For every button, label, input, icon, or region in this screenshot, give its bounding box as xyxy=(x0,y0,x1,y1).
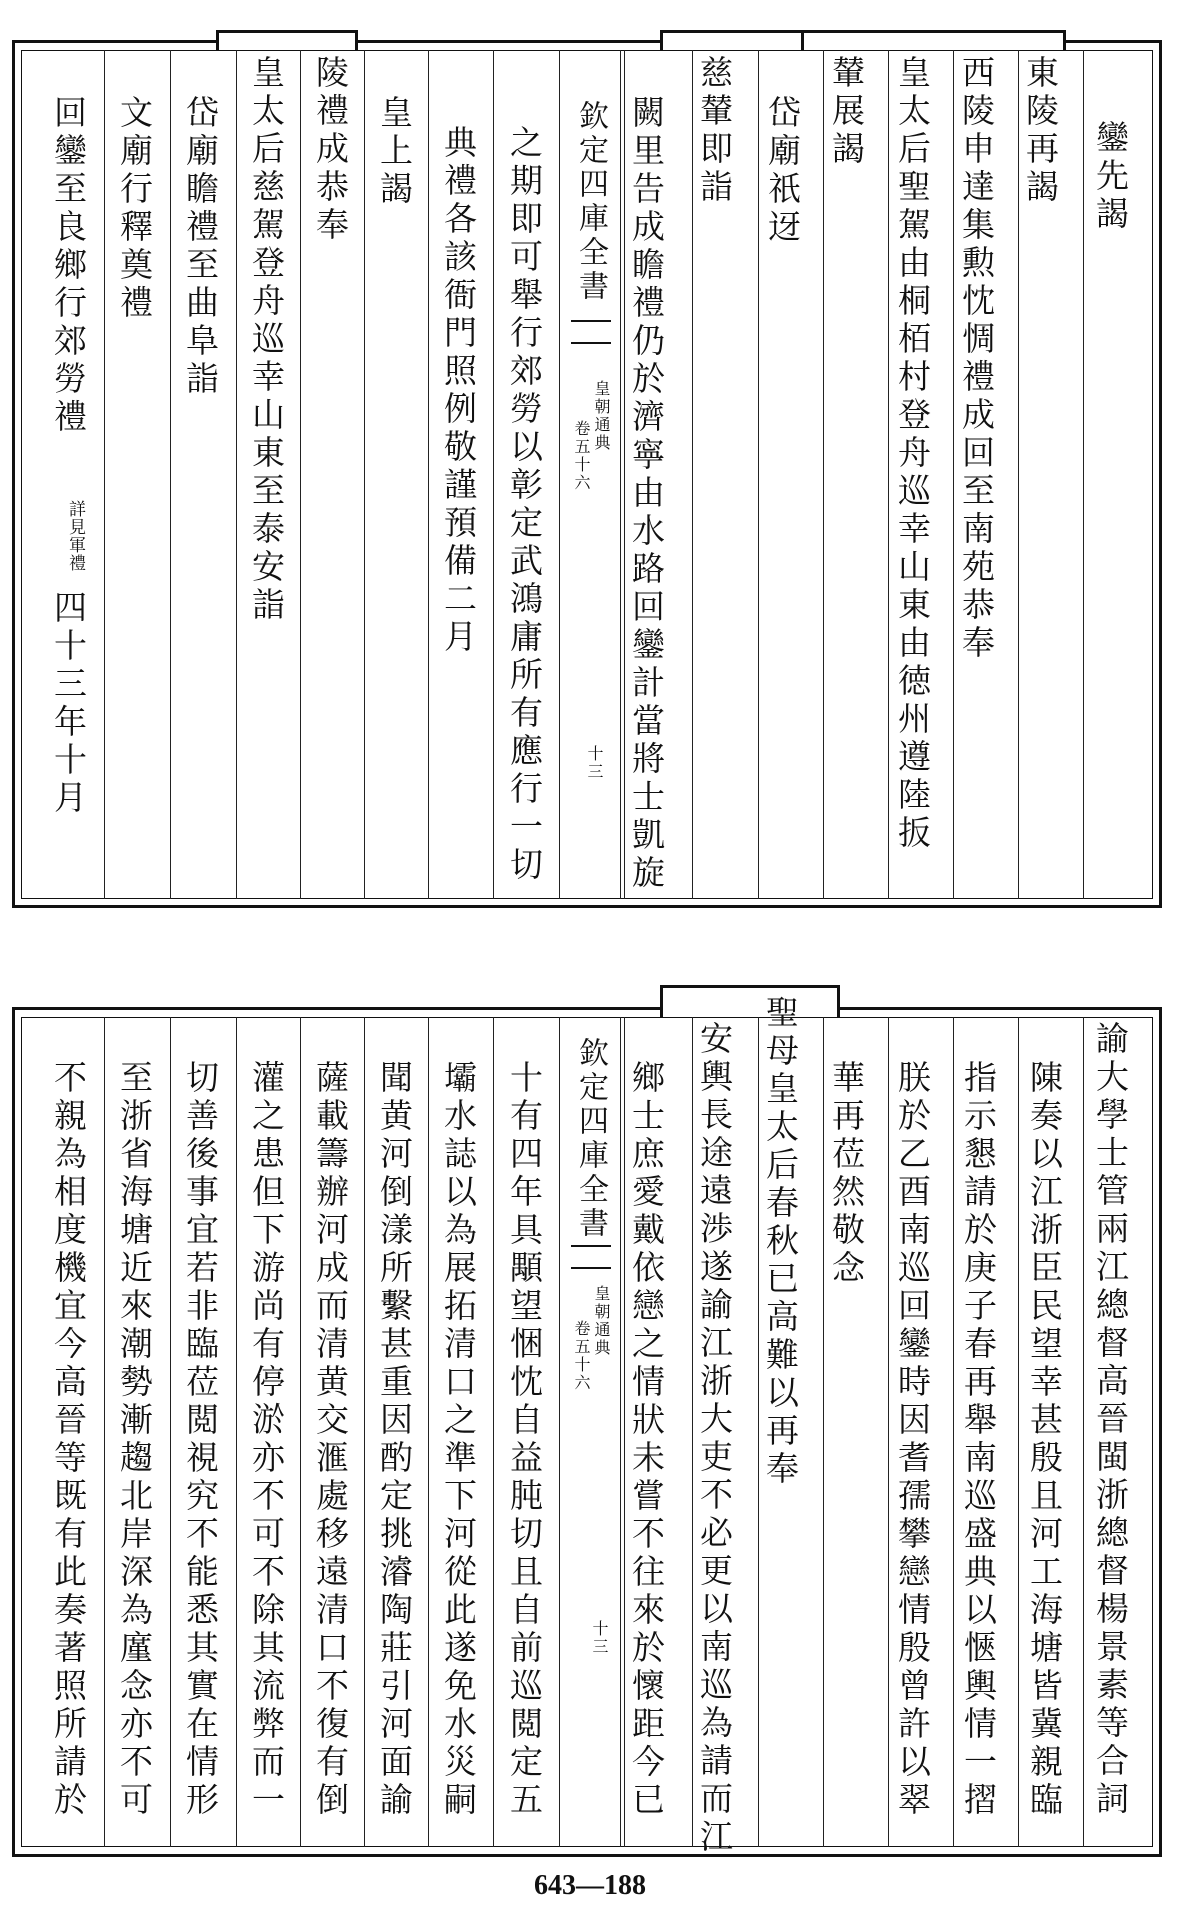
column-rule xyxy=(624,1017,625,1847)
column-rule xyxy=(104,1017,105,1847)
text-column: 慈輦即詣 xyxy=(695,55,734,207)
column-rule xyxy=(236,50,237,899)
column-rule xyxy=(104,50,105,899)
column-rule xyxy=(428,1017,429,1847)
column-rule xyxy=(1018,50,1019,899)
text-column: 皇上謁 xyxy=(375,95,414,209)
column-rule xyxy=(888,50,889,899)
column-rule xyxy=(888,1017,889,1847)
column-rule xyxy=(758,1017,759,1847)
text-column: 聞黄河倒漾所繫甚重因酌定挑濬陶莊引河面諭 xyxy=(375,1060,414,1820)
column-rule xyxy=(493,50,494,899)
text-column: 皇太后聖駕由桐栢村登舟巡幸山東由徳州遵陸扳 xyxy=(893,55,932,853)
column-rule xyxy=(559,50,560,899)
column-rule xyxy=(624,50,625,899)
text-column: 指示懇請於庚子春再舉南巡盛典以愜輿情一摺 xyxy=(959,1060,998,1820)
text-column: 朕於乙酉南巡回鑾時因耆孺攀戀情殷曾許以翠 xyxy=(893,1060,932,1820)
interlinear-note: 詳見軍禮 xyxy=(65,500,85,572)
raised-header-middle xyxy=(660,30,805,50)
center-gutter-volume: 卷五十六 xyxy=(572,1320,591,1392)
column-rule xyxy=(823,50,824,899)
center-gutter-title: 欽定四庫全書 xyxy=(573,100,608,304)
text-column: 東陵再謁 xyxy=(1021,55,1060,207)
fishtail-mark xyxy=(571,320,611,344)
column-rule xyxy=(953,1017,954,1847)
fishtail-mark xyxy=(571,1245,611,1269)
center-gutter-folio: 十三 xyxy=(590,1620,609,1656)
text-column: 切善後事宜若非臨莅閲視究不能悉其實在情形 xyxy=(181,1060,220,1820)
text-column: 聖母皇太后春秋已高難以再奉 xyxy=(761,995,800,1489)
text-column: 陳奏以江浙臣民望幸甚殷且河工海塘皆冀親臨 xyxy=(1025,1060,1064,1820)
text-column: 安輿長途遠渉遂諭江浙大吏不必更以南巡為請而江 xyxy=(695,1021,734,1857)
column-rule xyxy=(559,1017,560,1847)
text-column: 西陵申達集勲忱惆禮成回至南苑恭奉 xyxy=(957,55,996,663)
text-column: 闕里告成瞻禮仍於濟寧由水路回鑾計當將士凱旋 xyxy=(627,95,666,893)
column-rule xyxy=(620,50,621,899)
text-column: 典禮各該衙門照例敬謹預備二月 xyxy=(439,125,478,657)
column-rule xyxy=(1018,1017,1019,1847)
top-page xyxy=(8,0,1172,925)
column-rule xyxy=(364,1017,365,1847)
text-column: 不親為相度機宜今高晉等既有此奏著照所請於 xyxy=(49,1060,88,1820)
text-column: 諭大學士管兩江總督高晉閩浙總督楊景素等合詞 xyxy=(1091,1021,1130,1819)
text-column: 薩載籌辦河成而清黄交滙處移遠清口不復有倒 xyxy=(311,1060,350,1820)
center-gutter-volume: 卷五十六 xyxy=(572,420,591,492)
raised-header-left xyxy=(216,30,358,50)
text-column: 灌之患但下游尚有停淤亦不可不除其流弊而一 xyxy=(247,1060,286,1820)
text-column: 皇太后慈駕登舟巡幸山東至泰安詣 xyxy=(247,55,286,625)
text-column: 文廟行釋奠禮 xyxy=(115,95,154,323)
column-rule xyxy=(428,50,429,899)
text-column: 華再莅然敬念 xyxy=(827,1060,866,1288)
bottom-page xyxy=(8,955,1172,1860)
text-column: 至浙省海塘近來潮勢漸趨北岸深為廑念亦不可 xyxy=(115,1060,154,1820)
text-column: 岱廟祇迓 xyxy=(763,95,802,247)
column-rule xyxy=(692,1017,693,1847)
column-rule xyxy=(1083,1017,1084,1847)
column-rule xyxy=(823,1017,824,1847)
text-column: 鄉士庶愛戴依戀之情狀未嘗不往來於懷距今已 xyxy=(627,1060,666,1820)
center-gutter-book: 皇朝通典 xyxy=(592,1285,611,1357)
text-column: 鑾先謁 xyxy=(1091,120,1130,234)
text-column: 壩水誌以為展拓清口之準下河從此遂免水災嗣 xyxy=(439,1060,478,1820)
column-rule xyxy=(692,50,693,899)
text-column: 輦展謁 xyxy=(827,55,866,169)
column-rule xyxy=(170,50,171,899)
center-gutter-book: 皇朝通典 xyxy=(592,380,611,452)
column-rule xyxy=(364,50,365,899)
column-rule xyxy=(1083,50,1084,899)
text-column: 十有四年具顒望悃忱自益肫切且自前巡閲定五 xyxy=(505,1060,544,1820)
text-column: 四十三年十月 xyxy=(49,590,88,818)
text-column: 陵禮成恭奉 xyxy=(311,55,350,245)
column-rule xyxy=(300,50,301,899)
column-rule xyxy=(953,50,954,899)
column-rule xyxy=(170,1017,171,1847)
column-rule xyxy=(493,1017,494,1847)
text-column: 回鑾至良鄉行郊勞禮 xyxy=(49,95,88,437)
center-gutter-title: 欽定四庫全書 xyxy=(573,1037,608,1241)
raised-header-middle xyxy=(660,985,840,1017)
column-rule xyxy=(620,1017,621,1847)
column-rule xyxy=(236,1017,237,1847)
page-number-footer: 643—188 xyxy=(534,1870,646,1901)
column-rule xyxy=(300,1017,301,1847)
raised-header-right xyxy=(801,30,1066,50)
text-column: 之期即可舉行郊勞以彰定武鴻庸所有應行一切 xyxy=(505,125,544,885)
text-column: 岱廟瞻禮至曲阜詣 xyxy=(181,95,220,399)
center-gutter-folio: 十三 xyxy=(585,745,604,781)
column-rule xyxy=(758,50,759,899)
